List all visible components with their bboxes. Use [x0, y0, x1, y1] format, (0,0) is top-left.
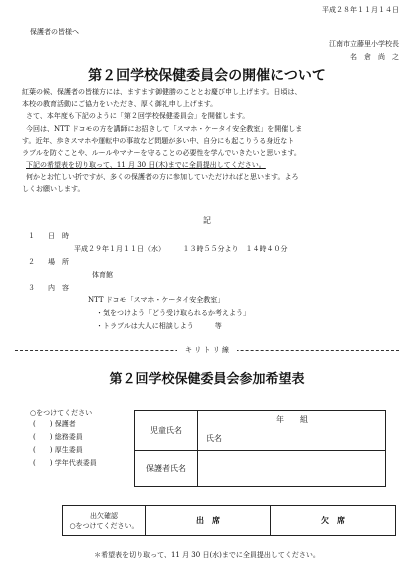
date: 平成２８年１１月１４日	[322, 6, 399, 14]
body-line-9: しくお願いします。	[22, 185, 85, 193]
option-paren: ( )	[33, 420, 53, 428]
item-1-datetime: 平成２９年１月１１日（水） １３時５５分より １４時４０分	[74, 245, 288, 253]
option-general-affairs[interactable]	[33, 433, 83, 442]
name-table	[134, 410, 386, 487]
name-label: 氏名	[206, 434, 222, 443]
option-guardian[interactable]	[33, 420, 76, 429]
body-line-5: す。近年、歩きスマホや運転中の事故など問題が多い中、自分にも起こりうる身近なト	[22, 137, 295, 145]
item-2-number: ２	[28, 258, 35, 266]
attendance-header-2: ○をつけてください。	[69, 521, 139, 530]
form-instruction: ○をつけてください	[30, 409, 93, 417]
item-3-content: NTT ドコモ「スマホ・ケータイ安全教室」	[88, 296, 225, 304]
body-line-4: 今回は、NTT ドコモの方を講師にお招きして「スマホ・ケータイ安全教室」を開催しま	[26, 125, 303, 133]
child-label-cell: 児童氏名	[135, 411, 198, 451]
body-line-3: さて、本年度も下記のように「第２回学校保健委員会」を開催します。	[26, 112, 250, 120]
addressee: 保護者の皆様へ	[30, 28, 79, 36]
option-label: 学年代表委員	[54, 459, 97, 467]
absent-cell[interactable]: 欠 席	[271, 506, 396, 536]
body-line-1: 紅葉の候、保護者の皆様方には、ますます御健勝のこととお慶び申し上げます。日頃は、	[22, 88, 302, 96]
cut-line-label: キ リ ト リ 線	[177, 346, 237, 354]
school-name: 江南市立藤里小学校長	[329, 40, 399, 48]
item-2-label: 場 所	[48, 258, 69, 266]
footer-note: ＊希望表を切り取って、11 月 30 日(水)までに全員提出してください。	[94, 551, 320, 559]
option-paren: ( )	[33, 459, 53, 467]
page-title: 第２回学校保健委員会の開催について	[88, 68, 326, 84]
attendance-header-cell	[63, 506, 146, 536]
body-line-7: 下記の希望表を切り取って、11 月 30 日(木)までに全員提出してください。	[26, 161, 266, 169]
item-1-number: １	[28, 232, 35, 240]
ki-heading: 記	[203, 216, 211, 225]
option-label: 厚生委員	[54, 446, 83, 454]
option-welfare[interactable]	[33, 446, 83, 455]
option-label: 総務委員	[54, 433, 83, 441]
option-label: 保護者	[54, 420, 76, 428]
option-paren: ( )	[33, 446, 53, 454]
child-name-cell[interactable]	[198, 411, 386, 451]
item-3-label: 内 容	[48, 284, 69, 292]
guardian-name-cell[interactable]	[198, 451, 386, 487]
guardian-label-cell: 保護者氏名	[135, 451, 198, 487]
item-3-bullet-1: ・気をつけよう「どう受け取られるか考えよう」	[96, 309, 250, 317]
item-2-place: 体育館	[92, 271, 113, 279]
item-3-number: ３	[28, 284, 35, 292]
attendance-header-1: 出欠確認	[90, 511, 118, 520]
option-grade-rep[interactable]	[33, 459, 97, 468]
cut-line-label-wrap	[0, 346, 414, 355]
body-line-6: ラブルを防ぐことや、ルールやマナーを守ることの必要性を学んでいきたいと思います。	[22, 149, 301, 157]
principal-name: 名 倉 尚 之	[350, 53, 399, 61]
grade-label: 年 組	[276, 415, 308, 424]
item-3-bullet-2: ・トラブルは大人に相談しよう 等	[96, 322, 222, 330]
attendance-table	[62, 505, 396, 536]
body-line-2: 本校の教育活動にご協力をいただき、厚く御礼申し上げます。	[22, 100, 218, 108]
option-paren: ( )	[33, 433, 53, 441]
body-line-8: 何かとお忙しい折ですが、多くの保護者の方に参加していただければと思います。よろ	[26, 173, 299, 181]
present-cell[interactable]: 出 席	[146, 506, 271, 536]
form-title: 第２回学校保健委員会参加希望表	[109, 372, 305, 387]
item-1-label: 日 時	[48, 232, 69, 240]
